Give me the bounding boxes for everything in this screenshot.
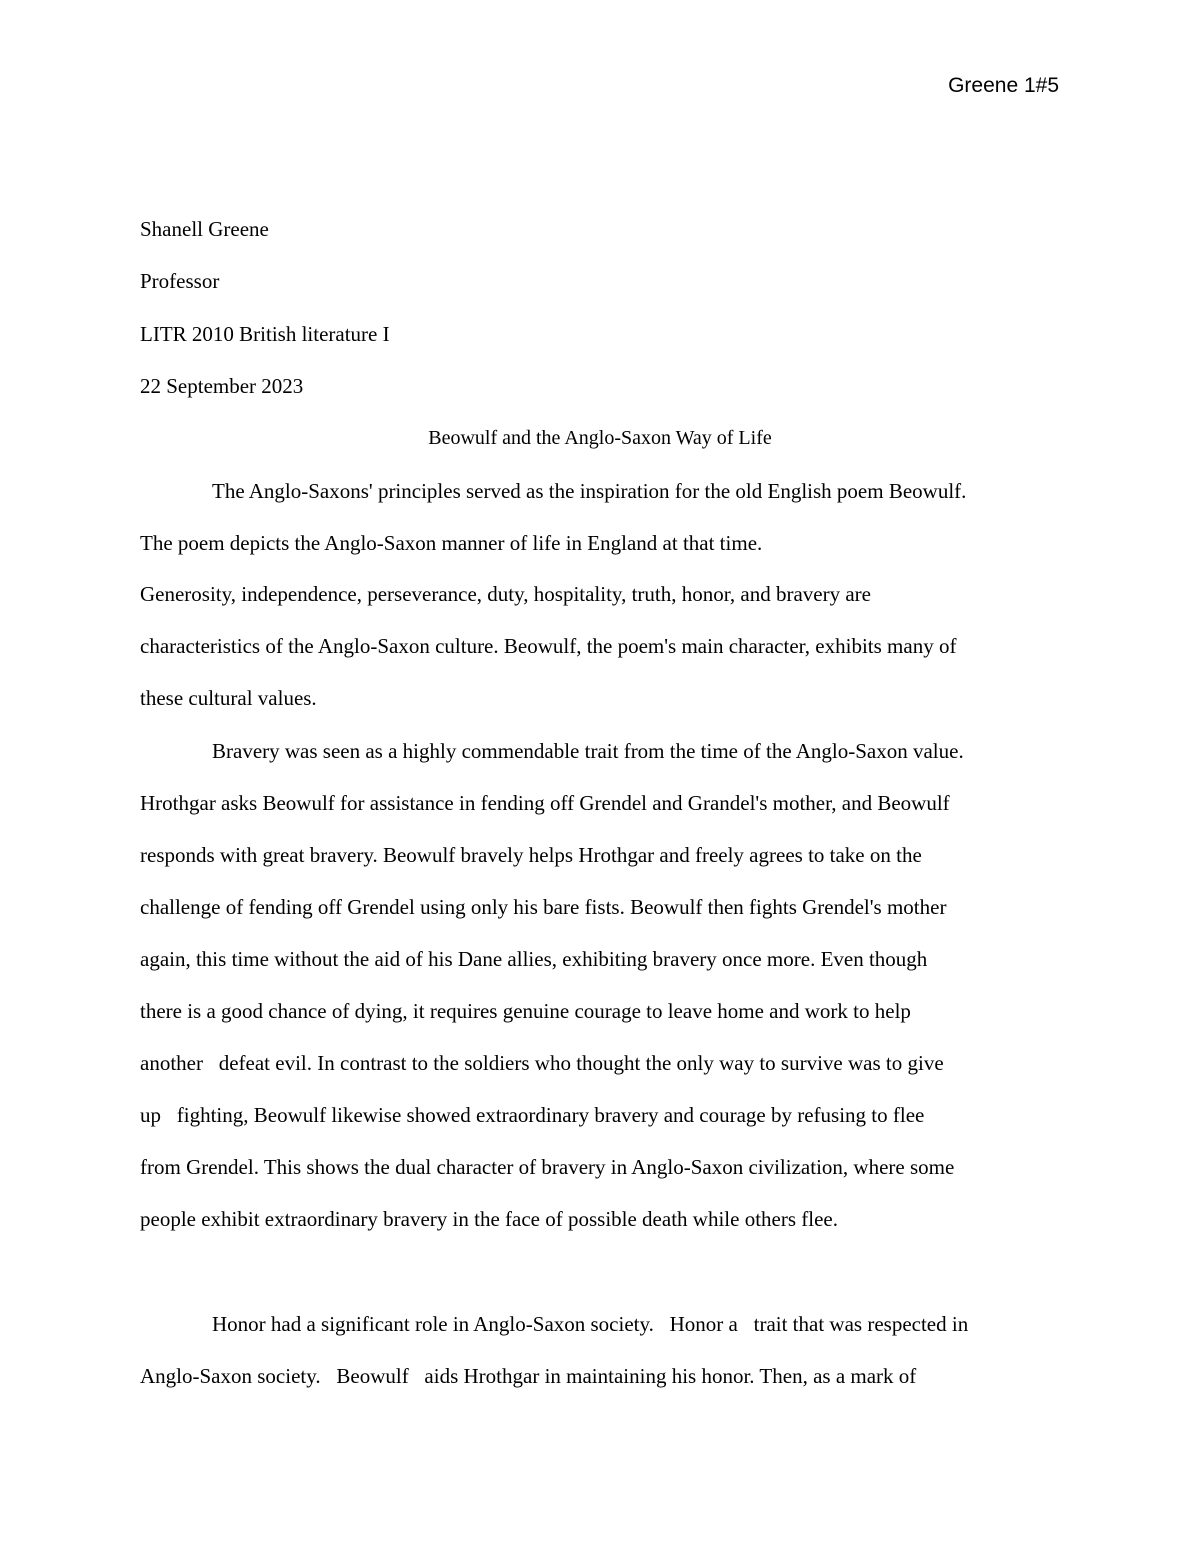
paragraph-line: another defeat evil. In contrast to the soldiers who thought the only way to survive was to give	[140, 1051, 944, 1075]
paragraph-line: The poem depicts the Anglo-Saxon manner of life in England at that time.	[140, 531, 763, 555]
student-name: Shanell Greene	[140, 217, 269, 241]
paragraph-line: people exhibit extraordinary bravery in the face of possible death while others flee.	[140, 1207, 838, 1231]
paragraph-line: responds with great bravery. Beowulf bravely helps Hrothgar and freely agrees to take on the	[140, 843, 922, 867]
paragraph-line: there is a good chance of dying, it requires genuine courage to leave home and work to help	[140, 999, 911, 1023]
paragraph-line: from Grendel. This shows the dual character of bravery in Anglo-Saxon civilization, where some	[140, 1155, 955, 1179]
paragraph-line: Honor had a significant role in Anglo-Saxon society. Honor a trait that was respected in	[212, 1312, 969, 1336]
paragraph-line: characteristics of the Anglo-Saxon culture. Beowulf, the poem's main character, exhibits many of	[140, 634, 957, 658]
paragraph-line: Bravery was seen as a highly commendable trait from the time of the Anglo-Saxon value.	[212, 739, 964, 763]
paragraph-line: these cultural values.	[140, 686, 317, 710]
paragraph-line: The Anglo-Saxons' principles served as the inspiration for the old English poem Beowulf.	[212, 479, 967, 503]
paragraph-line: again, this time without the aid of his Dane allies, exhibiting bravery once more. Even though	[140, 947, 928, 971]
essay-title: Beowulf and the Anglo-Saxon Way of Life	[428, 427, 772, 449]
running-head: Greene 1#5	[948, 74, 1059, 97]
paragraph-line: Anglo-Saxon society. Beowulf aids Hrothgar in maintaining his honor. Then, as a mark of	[140, 1364, 917, 1388]
paragraph-line: up fighting, Beowulf likewise showed extraordinary bravery and courage by refusing to flee	[140, 1103, 925, 1127]
course-name: LITR 2010 British literature I	[140, 322, 390, 346]
essay-date: 22 September 2023	[140, 374, 304, 398]
paragraph-line: Generosity, independence, perseverance, duty, hospitality, truth, honor, and bravery are	[140, 582, 871, 606]
paragraph-line: Hrothgar asks Beowulf for assistance in fending off Grendel and Grandel's mother, and Beowulf	[140, 791, 950, 815]
paragraph-line: challenge of fending off Grendel using only his bare fists. Beowulf then fights Grendel's mother	[140, 895, 947, 919]
professor-name: Professor	[140, 269, 220, 293]
